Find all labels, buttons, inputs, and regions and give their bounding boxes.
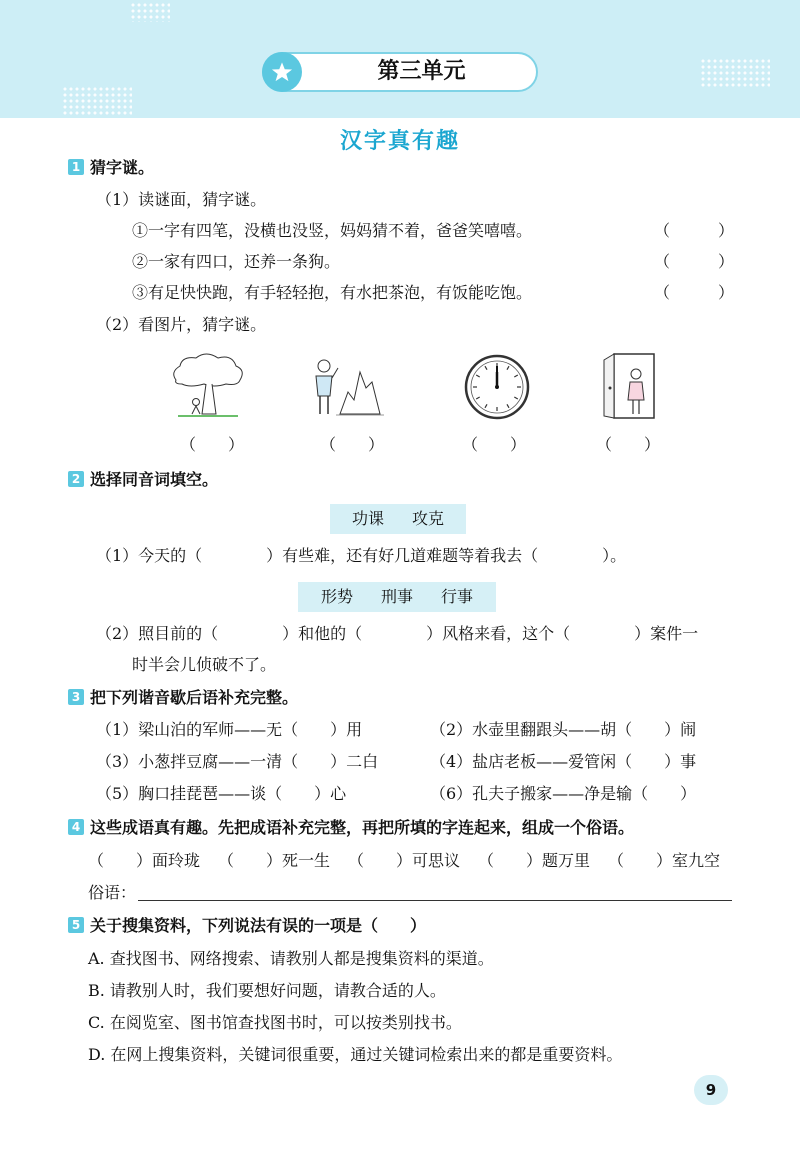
q2-sentence-1: （1）今天的（ ）有些难，还有好几道难题等着我去（ ）。: [96, 546, 627, 565]
page-number: 9: [694, 1075, 728, 1105]
dot-pattern: [700, 58, 770, 88]
proverb-answer-line[interactable]: [138, 900, 732, 901]
idiom-item: （ ）题万里: [478, 851, 591, 870]
door-girl-picture: [600, 350, 660, 422]
xiehouyu-item: （2）水壶里翻跟头——胡（ ）闹: [430, 720, 697, 739]
question-5-title: 5 关于搜集资料，下列说法有误的一项是（ ）: [68, 916, 426, 936]
question-2-title: 2 选择同音词填空。: [68, 470, 218, 490]
dot-pattern: [130, 2, 170, 22]
idiom-item: （ ）室九空: [608, 851, 721, 870]
option-d: D. 在网上搜集资料，关键词很重要，通过关键词检索出来的都是重要资料。: [88, 1045, 623, 1064]
answer-blank[interactable]: （ ）: [180, 435, 245, 454]
xiehouyu-item: （3）小葱拌豆腐——一清（ ）二白: [96, 752, 379, 771]
tree-person-picture: [168, 352, 248, 422]
answer-blank[interactable]: （ ）: [654, 252, 735, 271]
option-c: C. 在阅览室、图书馆查找图书时，可以按类别找书。: [88, 1013, 462, 1032]
option-b: B. 请教别人时，我们要想好问题，请教合适的人。: [88, 981, 446, 1000]
word-box-2: [298, 582, 496, 612]
question-number: 4: [68, 819, 84, 835]
idiom-item: （ ）死一生: [218, 851, 331, 870]
xiehouyu-item: （5）胸口挂琵琶——谈（ ）心: [96, 784, 347, 803]
riddle-2: ②一家有四口，还养一条狗。: [132, 252, 341, 271]
proverb-label: 俗语：: [88, 883, 137, 902]
boy-rock-picture: [306, 352, 386, 422]
answer-blank[interactable]: （ ）: [462, 435, 527, 454]
question-number: 2: [68, 471, 84, 487]
answer-blank[interactable]: （ ）: [654, 221, 735, 240]
answer-blank[interactable]: （ ）: [596, 435, 661, 454]
unit-title: 第三单元: [377, 59, 466, 84]
q1-part1-label: （1）读谜面，猜字谜。: [96, 190, 267, 209]
question-3-title: 3 把下列谐音歇后语补充完整。: [68, 688, 298, 708]
word-option: 功课: [351, 509, 384, 528]
xiehouyu-item: （4）盐店老板——爱管闲（ ）事: [430, 752, 697, 771]
answer-blank[interactable]: （ ）: [654, 283, 735, 302]
question-number: 1: [68, 159, 84, 175]
xiehouyu-item: （1）梁山泊的军师——无（ ）用: [96, 720, 363, 739]
word-option: 刑事: [380, 587, 413, 606]
riddle-3: ③有足快快跑，有手轻轻抱，有水把茶泡，有饭能吃饱。: [132, 283, 533, 302]
riddle-1: ①一字有四笔，没横也没竖，妈妈猜不着，爸爸笑嘻嘻。: [132, 221, 533, 240]
question-number: 5: [68, 917, 84, 933]
idiom-item: （ ）可思议: [348, 851, 461, 870]
answer-blank[interactable]: （ ）: [320, 435, 385, 454]
question-4-title: 4 这些成语真有趣。先把成语补充完整，再把所填的字连起来，组成一个俗语。: [68, 818, 634, 838]
xiehouyu-item: （6）孔夫子搬家——净是输（ ）: [430, 784, 697, 803]
idiom-item: （ ）面玲珑: [88, 851, 201, 870]
word-option: 攻克: [412, 509, 445, 528]
word-box-1: [330, 504, 466, 534]
q1-part2-label: （2）看图片，猜字谜。: [96, 315, 267, 334]
lesson-title: 汉字真有趣: [339, 129, 460, 154]
clock-picture: [462, 352, 532, 422]
word-option: 形势: [320, 587, 353, 606]
q2-sentence-2-cont: 时半会儿侦破不了。: [132, 655, 277, 674]
question-1-title: 1 猜字谜。: [68, 158, 154, 178]
dot-pattern: [62, 86, 132, 116]
option-a: A. 查找图书、网络搜索、请教别人都是搜集资料的渠道。: [88, 949, 494, 968]
q2-sentence-2: （2）照目前的（ ）和他的（ ）风格来看，这个（ ）案件一: [96, 624, 699, 643]
question-number: 3: [68, 689, 84, 705]
word-option: 行事: [441, 587, 474, 606]
star-icon: [262, 52, 302, 92]
